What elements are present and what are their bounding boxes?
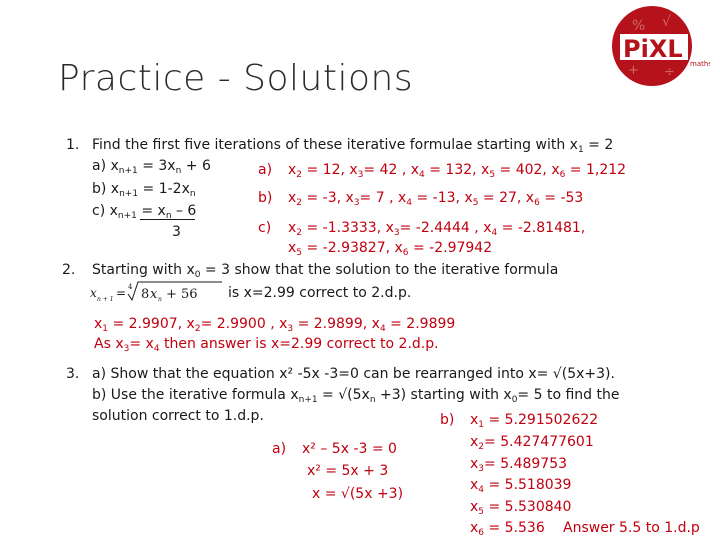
q3-answer-b-x2: $x_2= 5.427477601$ [470, 434, 594, 452]
q3-part-b-question: b) Use the iterative formula $x_{n+1} = √(5x_n +3)$ starting with $x_0= 5$ to find the [92, 387, 620, 405]
q3-answer-b-x6: $x_6 = 5.536$ [470, 520, 545, 538]
iterative-formula-image [88, 280, 222, 304]
q3-answer-b-x3: $x_3= 5.489753$ [470, 456, 568, 474]
q3-part-b-question-end: solution correct to 1.d.p. [92, 408, 264, 424]
q3-part-a-question: a) Show that the equation x² -5x -3=0 can be rearranged into x= √(5x+3). [92, 366, 615, 382]
q2-stem-end: is x=2.99 correct to 2.d.p. [228, 285, 412, 301]
q1-formula-c-denominator: 3 [172, 224, 181, 240]
svg-text:n + 1: n + 1 [97, 296, 114, 303]
q3-answer-b-x5: $x_5 = 5.530840$ [470, 499, 572, 517]
svg-text:%: % [632, 18, 646, 34]
svg-text:4: 4 [128, 283, 133, 291]
q2-number: 2. [62, 262, 76, 278]
q1-answer-b: $x_2 = -3$, $x_3= 7$ , $x_4 = -13$, $x_5 = 27$, $x_6 = -53$ [288, 190, 584, 208]
q3-answer-a-line2: x² = 5x + 3 [307, 463, 389, 479]
q1-answer-c-label: c) [258, 220, 272, 236]
svg-text:8: 8 [141, 287, 150, 302]
q3-number: 3. [66, 366, 80, 382]
fraction-bar [140, 219, 195, 220]
svg-text:x: x [150, 287, 158, 302]
q1-stem: Find the first five iterations of these iterative formulae starting with $x_1 = 2$ [92, 137, 614, 155]
q1-answer-c-line1: $x_2 = -1.3333$, $x_3= -2.4444$ , $x_4 = -2.81481$, [288, 220, 586, 238]
logo-text: PiXL [623, 35, 683, 63]
q1-answer-c-line2: $x_5 = -2.93827$, $x_6 = -2.97942$ [288, 240, 493, 258]
q2-stem: Starting with $x_0 = 3$ show that the solution to the iterative formula [92, 262, 559, 280]
svg-text:√: √ [662, 14, 671, 30]
logo-subtext: maths [690, 60, 710, 68]
svg-text:+ 56: + 56 [166, 287, 198, 302]
page-title: Practice - Solutions [58, 58, 414, 99]
q1-formula-a: a) $x_{n+1} = 3x_n + 6$ [92, 158, 211, 176]
q3-final-answer: Answer 5.5 to 1.d.p [563, 520, 700, 536]
svg-text:n: n [158, 296, 162, 303]
q3-answer-b-label: b) [440, 412, 455, 428]
q1-answer-a: $x_2 = 12$, $x_3= 42$ , $x_4 = 132$, $x_5 = 402$, $x_6 = 1,212$ [288, 162, 627, 180]
svg-text:=: = [116, 286, 127, 300]
q1-answer-a-label: a) [258, 162, 273, 178]
q1-answer-b-label: b) [258, 190, 273, 206]
q3-answer-a-label: a) [272, 441, 287, 457]
q3-answer-b-x4: $x_4 = 5.518039$ [470, 477, 572, 495]
q2-answer-line1: $x_1 = 2.9907$, $x_2= 2.9900$ , $x_3 = 2.9899$, $x_4 = 2.9899$ [94, 316, 456, 334]
q3-answer-a-line1: x² – 5x -3 = 0 [302, 441, 397, 457]
q3-answer-b-x1: $x_1 = 5.291502622$ [470, 412, 599, 430]
q2-answer-line2: As $x_3= x_4$ then answer is x=2.99 correct to 2.d.p. [94, 336, 439, 354]
svg-text:+: + [628, 63, 639, 78]
q3-answer-a-line3: x = √(5x +3) [312, 486, 404, 502]
svg-text:x: x [90, 286, 97, 300]
svg-text:÷: ÷ [664, 65, 675, 80]
q1-formula-b: b) $x_{n+1} = 1-2x_n$ [92, 181, 196, 199]
q1-number: 1. [66, 137, 80, 153]
q1-formula-c: c) $x_{n+1} = x_n - 6$ [92, 203, 197, 221]
pixl-logo [606, 4, 710, 90]
